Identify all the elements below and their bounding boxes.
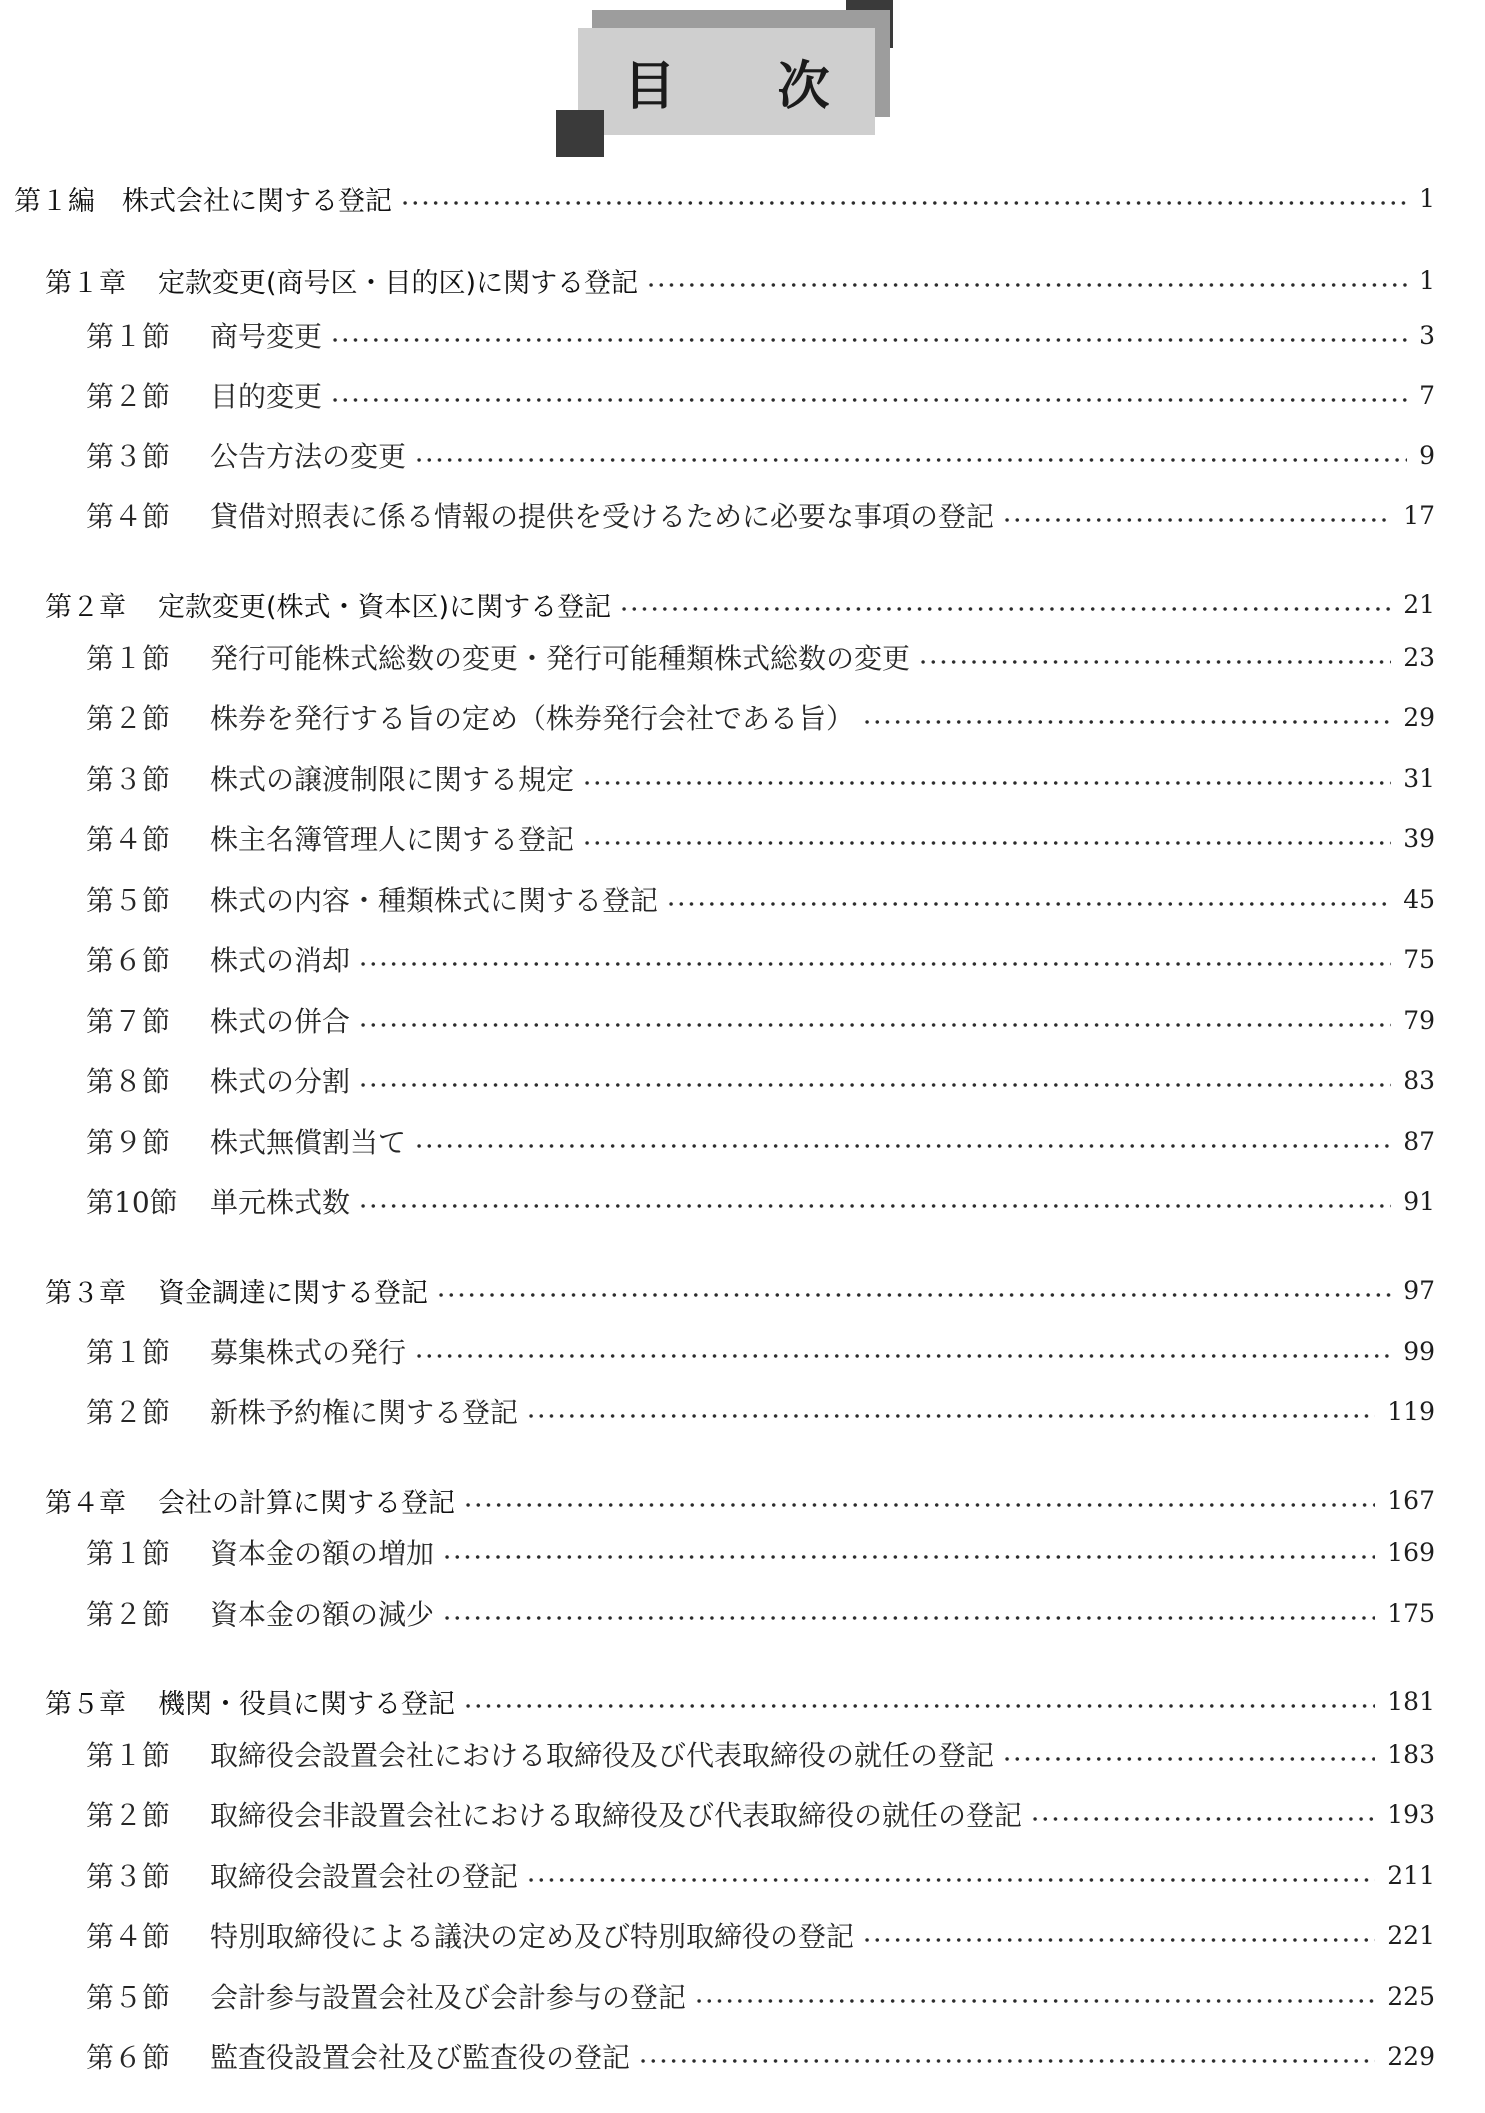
- section-label: [0, 697, 854, 737]
- toc-section: [0, 756, 1485, 800]
- section-label: [0, 1734, 994, 1774]
- page-number: 229: [1387, 2041, 1435, 2071]
- page-number: 29: [1403, 702, 1435, 732]
- section-number: 第１節: [86, 320, 171, 353]
- dot-leader: [330, 398, 1407, 402]
- section-label: [0, 1121, 406, 1161]
- section-label: [0, 1181, 350, 1221]
- toc-chapter: [0, 1679, 1485, 1723]
- chapter-label: [0, 1271, 428, 1310]
- section-number: 第10節: [86, 1186, 178, 1219]
- section-number: 第１節: [86, 1336, 171, 1369]
- dot-leader: [582, 781, 1391, 785]
- section-title: 株主名簿管理人に関する登記: [210, 823, 575, 856]
- section-title: 会計参与設置会社及び会計参与の登記: [210, 1981, 687, 2014]
- section-label: [0, 315, 322, 355]
- page-title: 目 次: [623, 57, 872, 117]
- chapter-title: 会社の計算に関する登記: [158, 1487, 455, 1519]
- dot-leader: [918, 660, 1391, 664]
- section-label: [0, 375, 322, 415]
- toc-section: [0, 635, 1485, 679]
- toc-section: [0, 373, 1485, 417]
- dot-leader: [358, 1083, 1391, 1087]
- dot-leader: [442, 1555, 1375, 1559]
- dot-leader: [414, 458, 1407, 462]
- section-label: [0, 1000, 350, 1040]
- page-number: 45: [1403, 884, 1435, 914]
- page-number: 169: [1387, 1537, 1435, 1567]
- page-number: 3: [1419, 320, 1435, 350]
- dot-leader: [526, 1878, 1375, 1882]
- section-number: 第２節: [86, 1799, 171, 1832]
- page-number: 87: [1403, 1126, 1435, 1156]
- section-title: 募集株式の発行: [210, 1336, 407, 1369]
- section-number: 第９節: [86, 1126, 171, 1159]
- chapter-title: 資金調達に関する登記: [158, 1277, 428, 1309]
- dot-leader: [1002, 518, 1391, 522]
- page-number: 7: [1419, 380, 1435, 410]
- toc-section: [0, 1329, 1485, 1373]
- chapter-number: 第５章: [45, 1688, 126, 1720]
- dot-leader: [582, 841, 1391, 845]
- section-number: 第８節: [86, 1065, 171, 1098]
- section-title: 株式の併合: [210, 1005, 351, 1038]
- section-title: 取締役会非設置会社における取締役及び代表取締役の就任の登記: [210, 1799, 1023, 1832]
- chapter-label: [0, 1481, 455, 1520]
- section-title: 監査役設置会社及び監査役の登記: [210, 2041, 631, 2074]
- section-number: 第４節: [86, 823, 171, 856]
- dot-leader: [666, 902, 1391, 906]
- title-badge: [0, 0, 1485, 160]
- dot-leader: [1002, 1757, 1375, 1761]
- chapter-label: [0, 261, 638, 300]
- section-title: 取締役会設置会社における取締役及び代表取締役の就任の登記: [210, 1739, 995, 1772]
- section-number: 第３節: [86, 440, 171, 473]
- chapter-title: 定款変更(株式・資本区)に関する登記: [158, 591, 612, 623]
- section-label: [0, 1532, 434, 1572]
- section-title: 取締役会設置会社の登記: [210, 1860, 519, 1893]
- section-title: 株式の分割: [210, 1065, 351, 1098]
- toc-section: [0, 998, 1485, 1042]
- section-number: 第２節: [86, 1598, 171, 1631]
- page-number: 99: [1403, 1336, 1435, 1366]
- section-number: 第３節: [86, 763, 171, 796]
- section-title: 公告方法の変更: [210, 440, 407, 473]
- section-number: 第４節: [86, 500, 171, 533]
- page-number: 181: [1387, 1686, 1435, 1716]
- section-number: 第６節: [86, 944, 171, 977]
- page-number: 97: [1403, 1275, 1435, 1305]
- toc-section: [0, 1591, 1485, 1635]
- toc-section: [0, 1732, 1485, 1776]
- toc-section: [0, 877, 1485, 921]
- dot-leader: [1030, 1817, 1375, 1821]
- dot-leader: [862, 720, 1391, 724]
- section-label: [0, 1331, 406, 1371]
- toc-section: [0, 2034, 1485, 2078]
- chapter-number: 第１章: [45, 267, 126, 299]
- section-label: [0, 637, 910, 677]
- dot-leader: [414, 1144, 1391, 1148]
- section-title: 資本金の額の減少: [210, 1598, 435, 1631]
- page-number: 79: [1403, 1005, 1435, 1035]
- page-number: 1: [1419, 265, 1435, 295]
- toc-section: [0, 1389, 1485, 1433]
- section-number: 第２節: [86, 380, 171, 413]
- dot-leader: [694, 1999, 1375, 2003]
- dot-leader: [463, 1503, 1375, 1507]
- dot-leader: [358, 1204, 1391, 1208]
- toc-section: [0, 1913, 1485, 1957]
- toc-section: [0, 1179, 1485, 1223]
- section-number: 第５節: [86, 884, 171, 917]
- section-title: 株式の消却: [210, 944, 351, 977]
- toc-section: [0, 937, 1485, 981]
- dot-leader: [358, 1023, 1391, 1027]
- section-number: 第６節: [86, 2041, 171, 2074]
- section-label: [0, 1593, 434, 1633]
- section-title: 単元株式数: [210, 1186, 351, 1219]
- section-title: 目的変更: [210, 380, 323, 413]
- section-label: [0, 435, 406, 475]
- chapter-title: 機関・役員に関する登記: [158, 1688, 455, 1720]
- toc-section: [0, 816, 1485, 860]
- dot-leader: [862, 1938, 1375, 1942]
- page-number: 9: [1419, 440, 1435, 470]
- section-title: 新株予約権に関する登記: [210, 1396, 519, 1429]
- page-number: 183: [1387, 1739, 1435, 1769]
- toc-chapter: [0, 582, 1485, 626]
- dot-leader: [646, 283, 1407, 287]
- toc-chapter: [0, 1268, 1485, 1312]
- chapter-number: 第３章: [45, 1277, 126, 1309]
- part-label: 第１編 株式会社に関する登記: [14, 185, 392, 217]
- toc-section: [0, 433, 1485, 477]
- badge-panel: [578, 28, 875, 135]
- chapter-number: 第２章: [45, 591, 126, 623]
- chapter-number: 第４章: [45, 1487, 126, 1519]
- dot-leader: [638, 2059, 1375, 2063]
- toc-section: [0, 1974, 1485, 2018]
- section-label: [0, 939, 350, 979]
- section-label: [0, 879, 658, 919]
- toc-section: [0, 1530, 1485, 1574]
- section-title: 貸借対照表に係る情報の提供を受けるために必要な事項の登記: [210, 500, 995, 533]
- page-number: 221: [1387, 1920, 1435, 1950]
- page-number: 119: [1387, 1396, 1435, 1426]
- dot-leader: [414, 1354, 1391, 1358]
- toc-chapter: [0, 1478, 1485, 1522]
- section-title: 株券を発行する旨の定め（株券発行会社である旨）: [210, 702, 855, 735]
- page-number: 39: [1403, 823, 1435, 853]
- page-number: 167: [1387, 1485, 1435, 1515]
- toc-section: [0, 1792, 1485, 1836]
- section-number: 第４節: [86, 1920, 171, 1953]
- dot-leader: [358, 962, 1391, 966]
- page-number: 225: [1387, 1981, 1435, 2011]
- section-number: 第７節: [86, 1005, 171, 1038]
- page-number: 1: [1419, 183, 1435, 213]
- dot-leader: [442, 1616, 1375, 1620]
- page-number: 31: [1403, 763, 1435, 793]
- badge-corner-bottom: [556, 110, 604, 157]
- toc-section: [0, 1853, 1485, 1897]
- chapter-label: [0, 1682, 455, 1721]
- section-number: 第５節: [86, 1981, 171, 2014]
- page-number: 21: [1403, 589, 1435, 619]
- section-number: 第２節: [86, 702, 171, 735]
- section-number: 第１節: [86, 1537, 171, 1570]
- section-title: 資本金の額の増加: [210, 1537, 435, 1570]
- page-number: 91: [1403, 1186, 1435, 1216]
- dot-leader: [436, 1293, 1391, 1297]
- section-number: 第１節: [86, 1739, 171, 1772]
- dot-leader: [330, 338, 1407, 342]
- section-label: [0, 1976, 686, 2016]
- section-title: 発行可能株式総数の変更・発行可能種類株式総数の変更: [210, 642, 911, 675]
- page-number: 83: [1403, 1065, 1435, 1095]
- toc-section: [0, 695, 1485, 739]
- toc-section: [0, 1058, 1485, 1102]
- section-label: [0, 1794, 1022, 1834]
- dot-leader: [526, 1414, 1375, 1418]
- toc-part: [0, 176, 1485, 220]
- section-title: 特別取締役による議決の定め及び特別取締役の登記: [210, 1920, 855, 1953]
- toc-section: [0, 493, 1485, 537]
- section-label: [0, 2036, 630, 2076]
- section-label: [0, 758, 574, 798]
- section-title: 株式無償割当て: [210, 1126, 407, 1159]
- chapter-label: [0, 585, 611, 624]
- section-number: 第３節: [86, 1860, 171, 1893]
- toc-section: [0, 313, 1485, 357]
- dot-leader: [400, 201, 1407, 205]
- toc-chapter: [0, 258, 1485, 302]
- chapter-title: 定款変更(商号区・目的区)に関する登記: [158, 267, 639, 299]
- page-number: 175: [1387, 1598, 1435, 1628]
- section-label: [0, 495, 994, 535]
- page-number: 193: [1387, 1799, 1435, 1829]
- section-number: 第１節: [86, 642, 171, 675]
- toc-section: [0, 1119, 1485, 1163]
- page-number: 75: [1403, 944, 1435, 974]
- section-number: 第２節: [86, 1396, 171, 1429]
- section-title: 株式の内容・種類株式に関する登記: [210, 884, 659, 917]
- page-number: 211: [1387, 1860, 1435, 1890]
- dot-leader: [619, 607, 1391, 611]
- section-label: [0, 1855, 518, 1895]
- dot-leader: [463, 1704, 1375, 1708]
- section-label: [0, 1391, 518, 1431]
- page-number: 17: [1403, 500, 1435, 530]
- section-title: 商号変更: [210, 320, 323, 353]
- section-label: [0, 818, 574, 858]
- section-label: [0, 1915, 854, 1955]
- section-title: 株式の譲渡制限に関する規定: [210, 763, 575, 796]
- section-label: [0, 1060, 350, 1100]
- page-number: 23: [1403, 642, 1435, 672]
